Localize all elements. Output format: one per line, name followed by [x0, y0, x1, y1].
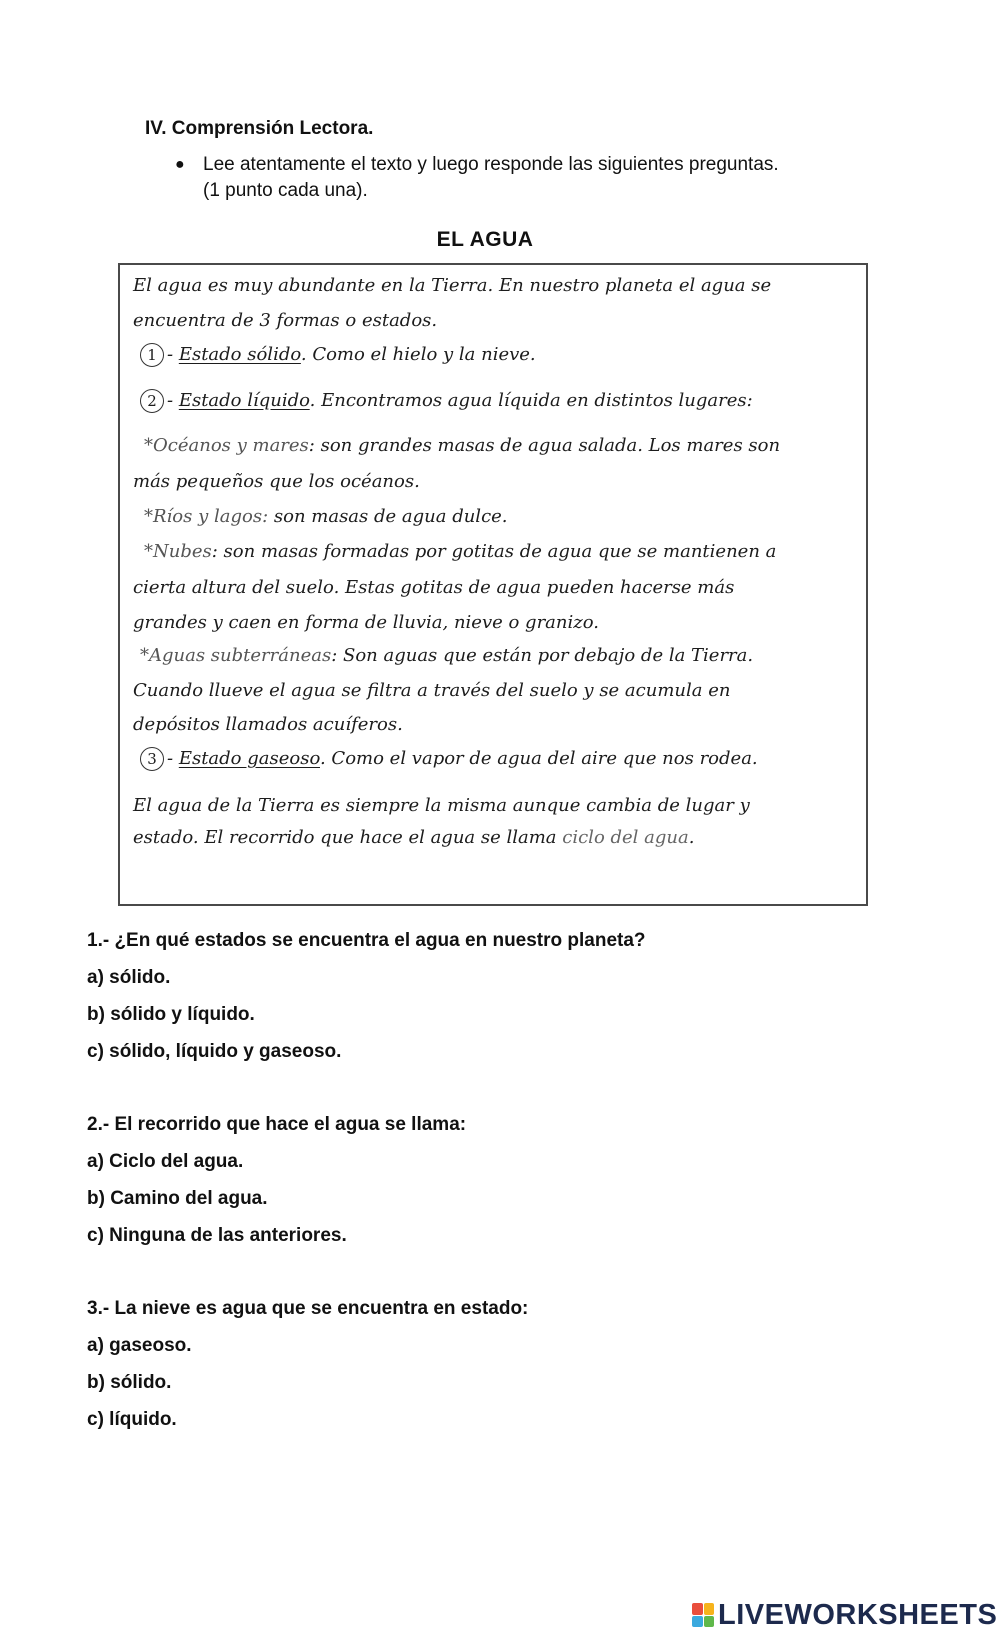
logo-square-green	[704, 1616, 715, 1628]
groundwater-line-2: Cuando llueve el agua se filtra a través del suelo y se acumula en	[133, 680, 731, 701]
number-2-circle: 2	[140, 389, 164, 413]
groundwater-line	[140, 645, 753, 666]
instruction-line-2: (1 punto cada una).	[203, 180, 368, 201]
closing-text: estado. El recorrido que hace el agua se llama	[133, 827, 563, 848]
water-cycle-term: ciclo del agua	[562, 827, 689, 848]
question-3: 3.- La nieve es agua que se encuentra en estado:	[87, 1298, 529, 1319]
logo-square-red	[692, 1603, 703, 1615]
instruction-line-1: Lee atentamente el texto y luego responde las siguientes preguntas.	[203, 154, 779, 175]
reading-title: EL AGUA	[436, 228, 534, 251]
question-1-option-a[interactable]: a) sólido.	[87, 967, 171, 988]
oceans-line	[144, 435, 780, 456]
closing-line-2	[133, 827, 694, 848]
liveworksheets-logo	[692, 1598, 997, 1632]
logo-text: LIVEWORKSHEETS	[718, 1598, 998, 1631]
oceans-text: : son grandes masas de agua salada. Los mares son	[308, 435, 781, 456]
section-title: IV. Comprensión Lectora.	[145, 118, 374, 139]
liquid-state-label: Estado líquido	[178, 390, 310, 411]
liquid-state-line: 2 - Estado líquido. Encontramos agua líquida en distintos lugares:	[140, 389, 753, 413]
clouds-line	[144, 541, 776, 562]
oceans-line-2: más pequeños que los océanos.	[133, 471, 420, 492]
liquid-state-text: . Encontramos agua líquida en distintos lugares:	[309, 390, 753, 411]
rivers-label: *Ríos y lagos:	[144, 506, 269, 527]
number-3-circle: 3	[140, 747, 164, 771]
question-1-option-c[interactable]: c) sólido, líquido y gaseoso.	[87, 1041, 342, 1062]
clouds-label: *Nubes	[144, 541, 212, 562]
logo-square-yellow	[704, 1603, 715, 1615]
number-1-circle: 1	[140, 343, 164, 367]
question-3-option-b[interactable]: b) sólido.	[87, 1372, 172, 1393]
question-2: 2.- El recorrido que hace el agua se llama:	[87, 1114, 467, 1135]
passage-line-1: El agua es muy abundante en la Tierra. En nuestro planeta el agua se	[133, 275, 772, 296]
solid-state-text: . Como el hielo y la nieve.	[300, 344, 536, 365]
rivers-text: son masas de agua dulce.	[268, 506, 508, 527]
question-2-option-a[interactable]: a) Ciclo del agua.	[87, 1151, 244, 1172]
question-1-option-b[interactable]: b) sólido y líquido.	[87, 1004, 255, 1025]
gas-state-line: 3 - Estado gaseoso. Como el vapor de agua del aire que nos rodea.	[140, 747, 758, 771]
gas-state-label: Estado gaseoso	[178, 748, 320, 769]
logo-square-blue	[692, 1616, 703, 1628]
reading-passage	[118, 263, 868, 906]
question-3-option-c[interactable]: c) líquido.	[87, 1409, 177, 1430]
question-2-option-b[interactable]: b) Camino del agua.	[87, 1188, 268, 1209]
clouds-line-3: grandes y caen en forma de lluvia, nieve o granizo.	[133, 612, 599, 633]
groundwater-text: : Son aguas que están por debajo de la Tierra.	[331, 645, 754, 666]
question-1: 1.- ¿En qué estados se encuentra el agua en nuestro planeta?	[87, 930, 646, 951]
liveworksheets-logo-icon	[692, 1603, 714, 1627]
clouds-line-2: cierta altura del suelo. Estas gotitas de agua pueden hacerse más	[133, 577, 735, 598]
groundwater-label: *Aguas subterráneas	[140, 645, 332, 666]
bullet-icon: ●	[175, 156, 185, 173]
oceans-label: *Océanos y mares	[144, 435, 309, 456]
closing-period: .	[688, 827, 695, 848]
closing-line-1: El agua de la Tierra es siempre la misma aunque cambia de lugar y	[133, 795, 750, 816]
question-3-option-a[interactable]: a) gaseoso.	[87, 1335, 192, 1356]
question-2-option-c[interactable]: c) Ninguna de las anteriores.	[87, 1225, 347, 1246]
passage-line-2: encuentra de 3 formas o estados.	[133, 310, 438, 331]
rivers-line	[144, 506, 508, 527]
solid-state-label: Estado sólido	[178, 344, 301, 365]
clouds-text: : son masas formadas por gotitas de agua que se mantienen a	[211, 541, 777, 562]
solid-state-line: 1 - Estado sólido. Como el hielo y la nieve.	[140, 343, 536, 367]
instructions	[175, 152, 875, 204]
gas-state-text: . Como el vapor de agua del aire que nos rodea.	[319, 748, 758, 769]
groundwater-line-3: depósitos llamados acuíferos.	[133, 714, 403, 735]
